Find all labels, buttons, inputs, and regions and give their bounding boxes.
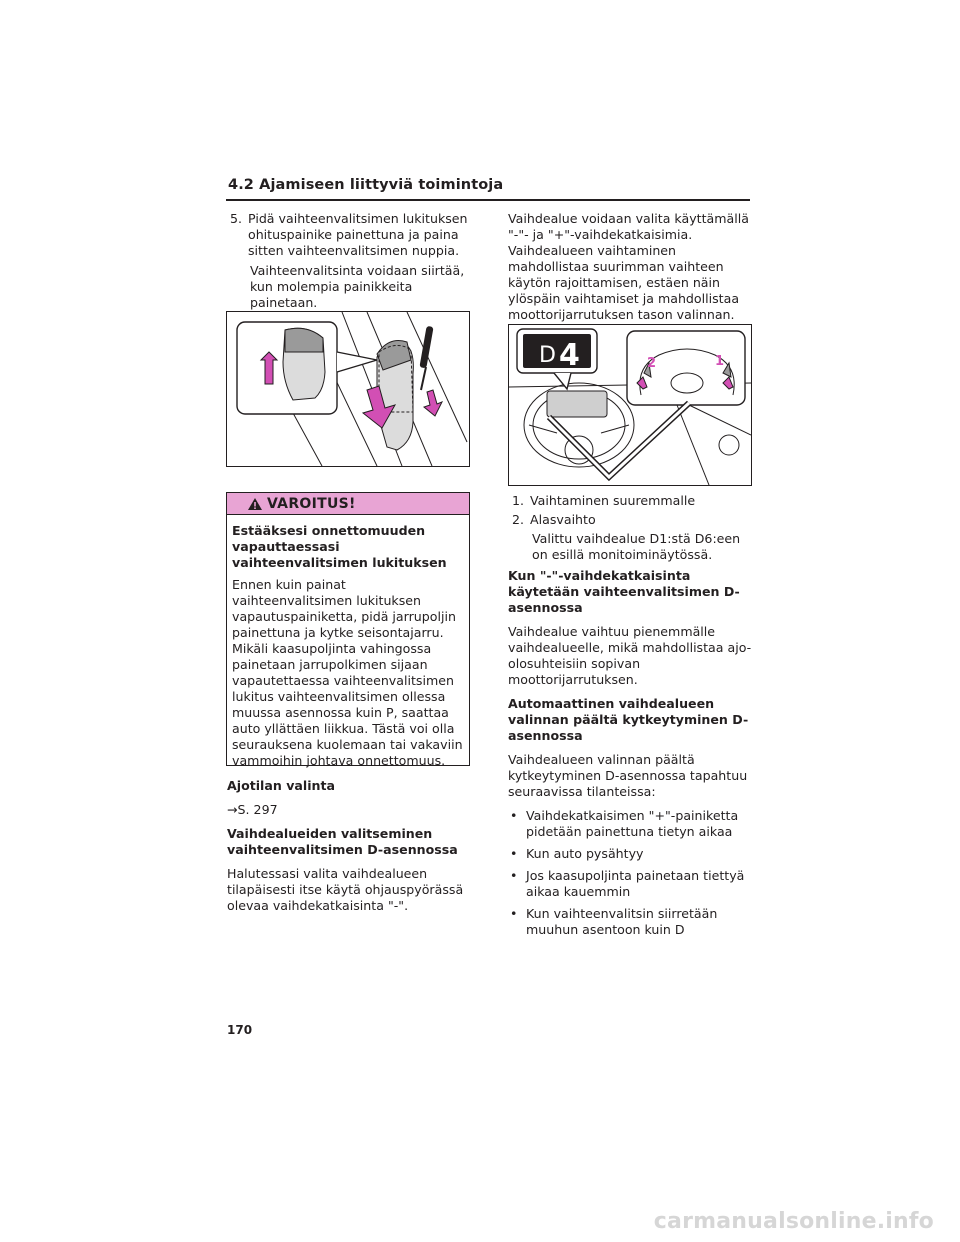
- auto-cancel-text: Vaihdealueen valinnan päältä kytkeytyminen D-asennossa tapahtuu seuraavissa tilanteissa:: [508, 752, 748, 799]
- warning-header: [227, 493, 469, 515]
- minus-switch-text: Vaihdealue vaihtuu pienemmälle vaihdealueelle, mikä mahdollistaa ajo-olosuhteisiin sopivan moottorijarrutuksen.: [508, 624, 752, 687]
- bullet-marker: •: [510, 906, 518, 921]
- range-intro-text: Vaihdealue voidaan valita käyttämällä "-"- ja "+"-vaihdekatkaisimia. Vaihdealueen vaihtaminen mahdollistaa suurimman vaihteen käytön rajoittamisen, estäen näin ylöspäin vaihtamiset ja mahdollistaa moottorijarrutuksen tason valinnan.: [508, 211, 749, 322]
- section-title: 4.2 Ajamiseen liittyviä toimintoja: [228, 177, 504, 193]
- minus-switch-heading: Kun "-"-vaihdekatkaisinta käytetään vaihteenvalitsimen D-asennossa: [508, 568, 740, 615]
- step-5-text: Pidä vaihteenvalitsimen lukituksen ohituspainike painettuna ja paina sitten vaihteenvalitsimen nuppia.: [248, 211, 468, 258]
- right-column-lower: [512, 493, 752, 571]
- steering-wheel-drawing: [509, 325, 751, 485]
- bullet-marker: •: [510, 808, 518, 823]
- drive-mode-heading: Ajotilan valinta: [227, 778, 336, 793]
- right-column-intro: [508, 211, 752, 331]
- list-item-1-number: 1.: [512, 493, 525, 508]
- warning-text: Ennen kuin painat vaihteenvalitsimen lukituksen vapautuspainiketta, pidä jarrupoljin painettuna ja kytke seisontajarru. Mikäli kaasupoljinta vahingossa painetaan jarrupolkimen sijaan vapautettaessa vaihteenvalitsimen lukitus vaihteenvalitsimen ollessa muussa asennossa kuin P, saattaa auto yllättäen liikkua. Tästä voi olla seurauksena kuolemaan tai vakaviin vammoihin johtava onnettomuus.: [232, 577, 463, 768]
- bullet-text: Jos kaasupoljinta painetaan tiettyä aikaa kauemmin: [526, 868, 745, 899]
- list-item-1: [512, 493, 752, 509]
- bullet-marker: •: [510, 846, 518, 861]
- list-item-2-number: 2.: [512, 512, 525, 527]
- left-column: [230, 211, 470, 319]
- warning-title: VAROITUS!: [267, 495, 356, 512]
- bullet-text: Kun auto pysähtyy: [526, 846, 644, 861]
- list-item: [508, 808, 752, 840]
- list-item: [508, 846, 752, 862]
- step-5: [230, 211, 470, 259]
- shift-lever-illustration: [226, 311, 470, 467]
- list-item-2: [512, 512, 752, 528]
- warning-box: [226, 492, 470, 766]
- callout-2-label: 2: [647, 356, 657, 371]
- warning-triangle-icon: [247, 497, 263, 511]
- list-item: [508, 906, 752, 938]
- watermark: carmanualsonline.info: [653, 1209, 934, 1234]
- bullet-text: Vaihdekatkaisimen "+"-painiketta pidetään painettuna tietyn aikaa: [526, 808, 739, 839]
- shift-lever-drawing: [227, 312, 469, 466]
- bullet-marker: •: [510, 868, 518, 883]
- left-column-lower: [227, 778, 469, 922]
- steering-wheel-illustration: [508, 324, 752, 486]
- display-number: 4: [559, 338, 580, 373]
- page-number: 170: [227, 1023, 253, 1037]
- section-divider: [226, 199, 750, 201]
- warning-body: [227, 515, 469, 769]
- right-column-sections: [508, 568, 752, 944]
- display-letter: D: [539, 343, 556, 368]
- list-item-2-note: Valittu vaihdealue D1:stä D6:een on esillä monitoiminäytössä.: [532, 531, 741, 562]
- step-5-number: 5.: [230, 211, 243, 226]
- callout-1-label: 1: [715, 354, 725, 369]
- drive-mode-reference[interactable]: →S. 297: [227, 802, 278, 817]
- range-selection-text: Halutessasi valita vaihdealueen tilapäisesti itse käytä ohjauspyörässä olevaa vaihdekatkaisinta "-".: [227, 866, 464, 913]
- range-selection-heading: Vaihdealueiden valitseminen vaihteenvalitsimen D-asennossa: [227, 826, 458, 857]
- list-item-2-text: Alasvaihto: [530, 512, 596, 527]
- step-5-note: Vaihteenvalitsinta voidaan siirtää, kun molempia painikkeita painetaan.: [250, 263, 465, 310]
- list-item: [508, 868, 752, 900]
- auto-cancel-heading: Automaattinen vaihdealueen valinnan päältä kytkeytyminen D-asennossa: [508, 696, 749, 743]
- bullet-text: Kun vaihteenvalitsin siirretään muuhun asentoon kuin D: [526, 906, 718, 937]
- list-item-1-text: Vaihtaminen suuremmalle: [530, 493, 696, 508]
- warning-subtitle: Estääksesi onnettomuuden vapauttaessasi vaihteenvalitsimen lukituksen: [232, 523, 447, 570]
